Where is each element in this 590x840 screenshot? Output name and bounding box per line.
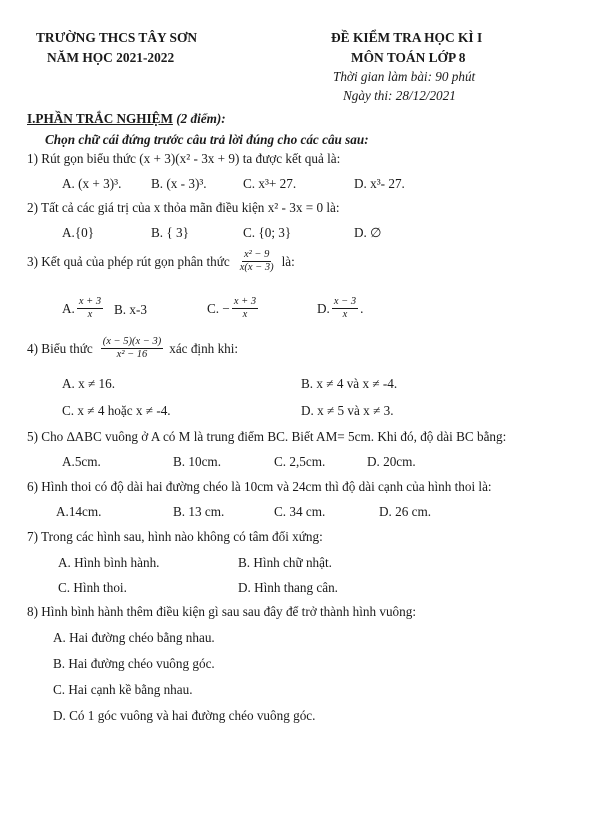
q3-option-c-label: C. − — [207, 300, 230, 316]
question-2: 2) Tất cả các giá trị của x thỏa mãn điều kiện x² - 3x = 0 là: — [27, 200, 340, 215]
q8-option-a[interactable]: A. Hai đường chéo bằng nhau. — [53, 630, 215, 645]
q7-option-c[interactable]: C. Hình thoi. — [58, 580, 127, 595]
instruction: Chọn chữ cái đứng trước câu trả lời đúng cho các câu sau: — [45, 132, 369, 147]
q3-fraction-denominator: x(x − 3) — [239, 262, 274, 274]
q2-option-a[interactable]: A.{0} — [62, 225, 95, 240]
q7-option-a[interactable]: A. Hình bình hành. — [58, 555, 160, 570]
q1-option-d[interactable]: D. x³- 27. — [354, 176, 405, 191]
question-3 — [27, 249, 295, 274]
question-6: 6) Hình thoi có độ dài hai đường chéo là 10cm và 24cm thì độ dài cạnh của hình thoi là: — [27, 479, 492, 494]
q3-option-a-label: A. — [62, 300, 75, 316]
q3-text-pre: 3) Kết quả của phép rút gọn phân thức — [27, 253, 230, 269]
q3-option-b[interactable]: B. x-3 — [114, 302, 147, 317]
q3-option-d[interactable] — [317, 296, 363, 321]
q3-c-numerator: x + 3 — [232, 296, 258, 309]
q5-option-a[interactable]: A.5cm. — [62, 454, 101, 469]
question-4 — [27, 336, 238, 361]
q8-option-c[interactable]: C. Hai cạnh kề bằng nhau. — [53, 682, 193, 697]
q2-option-d[interactable]: D. ∅ — [354, 225, 382, 240]
question-7: 7) Trong các hình sau, hình nào không có tâm đối xứng: — [27, 529, 323, 544]
q3-option-d-fraction — [332, 296, 358, 321]
q7-option-b[interactable]: B. Hình chữ nhật. — [238, 555, 332, 570]
q5-option-d[interactable]: D. 20cm. — [367, 454, 416, 469]
q3-a-denominator: x — [87, 309, 93, 321]
question-5: 5) Cho ∆ABC vuông ở A có M là trung điểm BC. Biết AM= 5cm. Khi đó, độ dài BC bằng: — [27, 429, 507, 444]
q4-fraction-numerator: (x − 5)(x − 3) — [101, 336, 163, 349]
q3-option-a[interactable] — [62, 296, 105, 321]
q4-option-a[interactable]: A. x ≠ 16. — [62, 376, 116, 391]
question-1: 1) Rút gọn biểu thức (x + 3)(x² - 3x + 9) ta được kết quả là: — [27, 151, 341, 166]
q8-option-d[interactable]: D. Có 1 góc vuông và hai đường chéo vuông góc. — [53, 708, 316, 723]
school-year: NĂM HỌC 2021-2022 — [47, 50, 175, 65]
q4-option-b[interactable]: B. x ≠ 4 và x ≠ -4. — [301, 376, 398, 391]
section-heading — [27, 112, 226, 125]
q6-option-a[interactable]: A.14cm. — [56, 504, 102, 519]
q3-c-denominator: x — [242, 309, 248, 321]
section-title: I.PHẦN TRẮC NGHIỆM — [27, 111, 173, 126]
question-8: 8) Hình bình hành thêm điều kiện gì sau sau đây để trở thành hình vuông: — [27, 604, 416, 619]
q6-option-d[interactable]: D. 26 cm. — [379, 504, 432, 519]
q1-option-b[interactable]: B. (x - 3)³. — [151, 176, 207, 191]
q3-fraction — [238, 249, 276, 274]
q4-option-d[interactable]: D. x ≠ 5 và x ≠ 3. — [301, 403, 394, 418]
q4-text-pre: 4) Biểu thức — [27, 340, 93, 356]
q2-option-b[interactable]: B. { 3} — [151, 225, 189, 240]
q3-a-numerator: x + 3 — [77, 296, 103, 309]
exam-subject: MÔN TOÁN LỚP 8 — [351, 50, 466, 65]
q1-option-a[interactable]: A. (x + 3)³. — [62, 176, 122, 191]
q3-option-d-label: D. — [317, 300, 330, 316]
q5-option-b[interactable]: B. 10cm. — [173, 454, 221, 469]
q3-d-denominator: x — [342, 309, 348, 321]
q4-fraction — [101, 336, 163, 361]
q5-option-c[interactable]: C. 2,5cm. — [274, 454, 326, 469]
school-name: TRƯỜNG THCS TÂY SƠN — [36, 30, 198, 45]
q4-option-c[interactable]: C. x ≠ 4 hoặc x ≠ -4. — [62, 403, 171, 418]
exam-duration: Thời gian làm bài: 90 phút — [333, 69, 476, 84]
q3-fraction-numerator: x² − 9 — [242, 249, 271, 262]
q3-option-c[interactable] — [207, 296, 260, 321]
exam-title: ĐỀ KIỂM TRA HỌC KÌ I — [331, 30, 483, 45]
q3-option-c-fraction — [232, 296, 258, 321]
q3-d-numerator: x − 3 — [332, 296, 358, 309]
q6-option-c[interactable]: C. 34 cm. — [274, 504, 326, 519]
q3-text-post: là: — [281, 253, 295, 269]
q3-option-a-fraction — [77, 296, 103, 321]
q4-text-post: xác định khi: — [169, 340, 239, 356]
q1-option-c[interactable]: C. x³+ 27. — [243, 176, 297, 191]
q2-option-c[interactable]: C. {0; 3} — [243, 225, 292, 240]
q3-option-d-period: . — [360, 300, 364, 316]
q6-option-b[interactable]: B. 13 cm. — [173, 504, 225, 519]
section-points: (2 điểm): — [172, 111, 226, 126]
q7-option-d[interactable]: D. Hình thang cân. — [238, 580, 338, 595]
q4-fraction-denominator: x² − 16 — [116, 349, 148, 361]
exam-date: Ngày thi: 28/12/2021 — [343, 88, 456, 103]
q8-option-b[interactable]: B. Hai đường chéo vuông góc. — [53, 656, 215, 671]
